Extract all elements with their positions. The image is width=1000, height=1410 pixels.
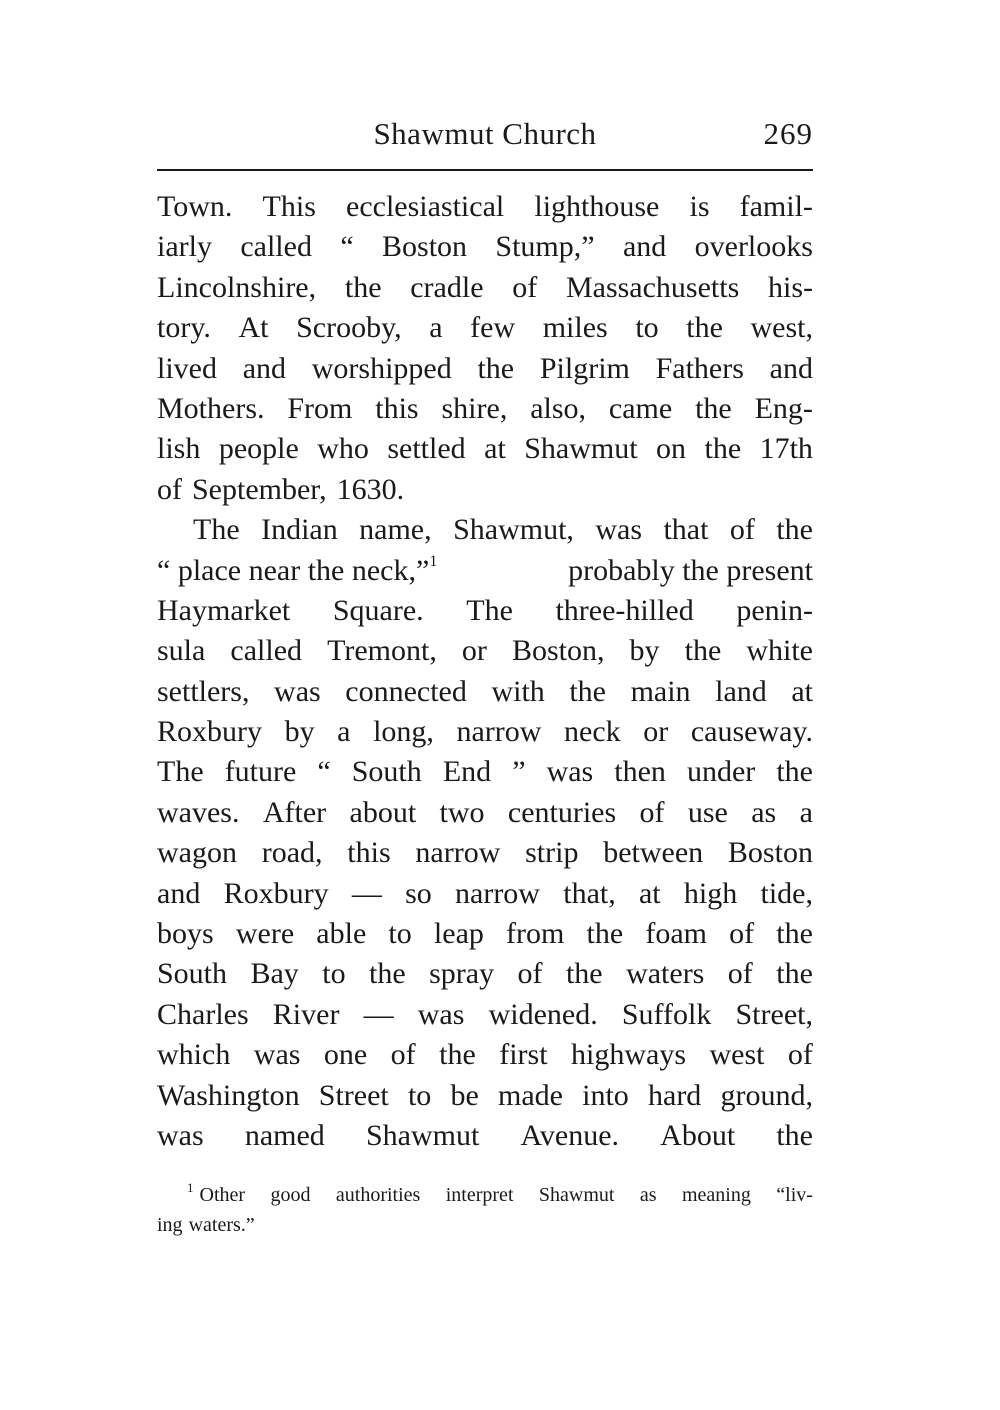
- word: Roxbury: [223, 876, 329, 910]
- word: “: [340, 230, 354, 264]
- text-line: [157, 631, 813, 671]
- text-line: [157, 752, 813, 792]
- word: this: [375, 391, 419, 425]
- word: shire,: [441, 391, 508, 425]
- word: From: [287, 391, 353, 425]
- word: sula: [157, 634, 206, 668]
- word: and: [242, 351, 287, 385]
- word: who: [317, 432, 369, 466]
- word: ground,: [720, 1078, 813, 1112]
- word: to: [388, 917, 412, 951]
- word: and: [622, 230, 667, 264]
- word: Square.: [332, 593, 424, 627]
- word: then: [614, 755, 666, 789]
- word: of: [787, 1038, 813, 1072]
- word: white: [746, 634, 813, 668]
- word: name,: [359, 513, 432, 547]
- body-text: [157, 187, 813, 1156]
- word: main: [630, 674, 691, 708]
- word: use: [687, 795, 728, 829]
- word: at: [791, 674, 813, 708]
- word: at: [484, 432, 506, 466]
- word: “liv-: [776, 1184, 813, 1206]
- word: was: [274, 674, 321, 708]
- word: good: [270, 1184, 311, 1206]
- word: the: [776, 513, 813, 547]
- word: to: [635, 311, 659, 345]
- word: of: [517, 957, 543, 991]
- word: was: [546, 755, 594, 789]
- word: by: [629, 634, 660, 668]
- text-segment: probably the present: [568, 553, 813, 587]
- word: of: [512, 270, 538, 304]
- text-line: [157, 672, 813, 712]
- word: of: [729, 513, 755, 547]
- book-page: [157, 0, 813, 1410]
- word: first: [499, 1038, 548, 1072]
- word: be: [450, 1078, 479, 1112]
- text-span: “ place near the neck,”: [157, 553, 430, 587]
- word: penin-: [736, 593, 813, 627]
- word: tide,: [760, 876, 813, 910]
- word: which: [157, 1038, 231, 1072]
- word: the: [695, 391, 732, 425]
- word: or: [643, 715, 669, 749]
- word: Street,: [735, 997, 813, 1031]
- word: long,: [373, 715, 434, 749]
- word: this: [347, 836, 391, 870]
- word: Boston: [382, 230, 468, 264]
- word: ing: [157, 1214, 183, 1236]
- text-line: [157, 874, 813, 914]
- word: Stump,”: [495, 230, 595, 264]
- word: of: [639, 795, 665, 829]
- word: of: [390, 1038, 416, 1072]
- footnote-segment: [187, 1180, 194, 1210]
- word: foam: [645, 917, 707, 951]
- word: was: [595, 513, 642, 547]
- word: the: [344, 270, 382, 304]
- text-line: [157, 429, 813, 469]
- text-line: [157, 833, 813, 873]
- word: west: [709, 1038, 765, 1072]
- word: the: [439, 1038, 476, 1072]
- word: also,: [530, 391, 587, 425]
- word: narrow: [456, 715, 542, 749]
- word: of: [157, 472, 182, 506]
- word: narrow: [415, 836, 501, 870]
- word: under: [686, 755, 756, 789]
- footnote-line: [157, 1180, 813, 1210]
- word: “: [317, 755, 331, 789]
- word: was: [157, 1118, 204, 1152]
- word: the: [776, 755, 813, 789]
- footnote: [157, 1180, 813, 1240]
- word: lived: [157, 351, 217, 385]
- text-line-with-footnote-ref: [157, 551, 813, 591]
- word: by: [284, 715, 315, 749]
- word: is: [689, 190, 710, 223]
- word: the: [565, 957, 603, 991]
- word: the: [684, 634, 722, 668]
- word: At: [238, 311, 269, 345]
- word: the: [586, 917, 624, 951]
- word: of: [727, 957, 753, 991]
- word: Massachusetts: [565, 270, 740, 304]
- word: west,: [750, 311, 813, 345]
- word: was: [253, 1038, 301, 1072]
- word: the: [477, 351, 515, 385]
- word: Mothers.: [157, 391, 265, 425]
- text-line: [157, 308, 813, 348]
- word: lish: [157, 432, 201, 466]
- word: Suffolk: [621, 997, 712, 1031]
- word: After: [262, 795, 327, 829]
- footnote-reference: 1: [429, 552, 438, 570]
- word: widened.: [488, 997, 598, 1031]
- word: Shawmut: [524, 432, 638, 466]
- word: 1630.: [336, 472, 405, 506]
- word: people: [218, 432, 299, 466]
- word: or: [461, 634, 487, 668]
- text-line: [157, 1116, 813, 1156]
- word: causeway.: [690, 715, 813, 749]
- running-head: [157, 116, 813, 160]
- word: about: [349, 795, 417, 829]
- word: meaning: [682, 1184, 751, 1206]
- word: Avenue.: [520, 1118, 620, 1152]
- word: land: [715, 674, 767, 708]
- word: called: [240, 230, 312, 264]
- word: cradle: [410, 270, 484, 304]
- word: Fathers: [655, 351, 744, 385]
- word: highways: [571, 1038, 687, 1072]
- word: South: [157, 957, 228, 991]
- word: The: [157, 755, 204, 789]
- text-line: [157, 187, 813, 227]
- word: Boston,: [511, 634, 605, 668]
- word: the: [776, 957, 813, 991]
- word: —: [363, 997, 394, 1031]
- word: Boston: [727, 836, 813, 870]
- word: from: [506, 917, 565, 951]
- word: came: [608, 391, 673, 425]
- word: September,: [192, 472, 327, 506]
- text-line: [157, 914, 813, 954]
- word: Bay: [250, 957, 299, 991]
- word: Other: [199, 1184, 246, 1206]
- word: at: [638, 876, 661, 910]
- word: settled: [387, 432, 466, 466]
- text-segment: [157, 551, 437, 591]
- word: neck: [564, 715, 621, 749]
- word: tory.: [157, 311, 211, 345]
- footnote-text: [200, 1180, 814, 1210]
- word: two: [439, 795, 485, 829]
- word: one: [323, 1038, 368, 1072]
- text-line: [157, 349, 813, 389]
- word: Lincolnshire,: [157, 270, 317, 304]
- word: between: [603, 836, 704, 870]
- word: and: [157, 876, 201, 910]
- word: waves.: [157, 795, 240, 829]
- word: of: [729, 917, 755, 951]
- text-line: [157, 227, 813, 267]
- word: spray: [429, 957, 495, 991]
- word: waters.”: [188, 1214, 255, 1236]
- word: able: [316, 917, 367, 951]
- word: high: [683, 876, 738, 910]
- word: Shawmut: [365, 1118, 480, 1152]
- word: The: [193, 513, 240, 547]
- word: as: [639, 1184, 657, 1206]
- word: About: [660, 1118, 736, 1152]
- word: centuries: [507, 795, 617, 829]
- text-line: [157, 793, 813, 833]
- word: Eng-: [754, 391, 813, 425]
- page-number: 269: [763, 116, 813, 151]
- word: to: [407, 1078, 432, 1112]
- word: Roxbury: [157, 715, 262, 749]
- word: Shawmut,: [453, 513, 574, 547]
- word: the: [776, 1118, 813, 1152]
- word: the: [686, 311, 723, 345]
- word: Washington: [157, 1078, 300, 1112]
- word: —: [351, 876, 382, 910]
- word: so: [405, 876, 432, 910]
- word: the: [776, 917, 813, 951]
- word: called: [230, 634, 303, 668]
- word: few: [470, 311, 516, 345]
- word: famil-: [739, 190, 813, 223]
- word: leap: [433, 917, 484, 951]
- word: waters: [626, 957, 705, 991]
- word: hard: [648, 1078, 702, 1112]
- text-line: [157, 510, 813, 550]
- word: that: [663, 513, 709, 547]
- word: Indian: [261, 513, 338, 547]
- word: named: [244, 1118, 325, 1152]
- word: road,: [261, 836, 323, 870]
- word: on: [656, 432, 687, 466]
- word: Scrooby,: [296, 311, 402, 345]
- word: with: [491, 674, 545, 708]
- word: the: [704, 432, 742, 466]
- word: 17th: [759, 432, 813, 466]
- text-line: [157, 995, 813, 1035]
- word: into: [582, 1078, 629, 1112]
- text-line: [157, 1035, 813, 1075]
- text-line: [157, 268, 813, 308]
- word: boys: [157, 917, 214, 951]
- text-line: [157, 1076, 813, 1116]
- word: made: [497, 1078, 563, 1112]
- footnote-marker: 1: [187, 1180, 194, 1195]
- word: River: [272, 997, 340, 1031]
- word: worshipped: [311, 351, 452, 385]
- word: future: [224, 755, 297, 789]
- word: authorities: [335, 1184, 421, 1206]
- word: South: [351, 755, 422, 789]
- word: as: [751, 795, 777, 829]
- word: Charles: [157, 997, 249, 1031]
- word: the: [369, 957, 406, 991]
- word: narrow: [455, 876, 540, 910]
- word: a: [337, 715, 351, 749]
- word: Shawmut: [538, 1184, 615, 1206]
- word: iarly: [157, 230, 212, 264]
- word: ”: [512, 755, 526, 789]
- word: End: [442, 755, 492, 789]
- word: lighthouse: [534, 190, 660, 223]
- word: miles: [542, 311, 608, 345]
- word: Tremont,: [327, 634, 437, 668]
- word: Haymarket: [157, 593, 291, 627]
- word: wagon: [157, 836, 237, 870]
- word: The: [466, 593, 513, 627]
- word: to: [322, 957, 346, 991]
- word: a: [429, 311, 443, 345]
- word: his-: [767, 270, 813, 304]
- text-line: [157, 954, 813, 994]
- word: overlooks: [694, 230, 813, 264]
- word: This: [262, 190, 316, 223]
- word: a: [799, 795, 813, 829]
- word: that,: [563, 876, 616, 910]
- word: were: [235, 917, 295, 951]
- text-line: [157, 389, 813, 429]
- footnote-line: [157, 1210, 813, 1240]
- word: the: [569, 674, 606, 708]
- word: ecclesiastical: [346, 190, 505, 223]
- text-line: [157, 591, 813, 631]
- text-line: [157, 712, 813, 752]
- word: Pilgrim: [539, 351, 630, 385]
- word: was: [417, 997, 465, 1031]
- word: settlers,: [157, 674, 250, 708]
- word: and: [769, 351, 813, 385]
- word: strip: [525, 836, 579, 870]
- word: Town.: [157, 190, 233, 223]
- word: Street: [318, 1078, 389, 1112]
- word: connected: [345, 674, 467, 708]
- word: three-hilled: [555, 593, 694, 627]
- header-rule: [157, 169, 813, 171]
- word: interpret: [445, 1184, 514, 1206]
- running-title: Shawmut Church: [373, 116, 597, 151]
- text-line: [157, 470, 813, 510]
